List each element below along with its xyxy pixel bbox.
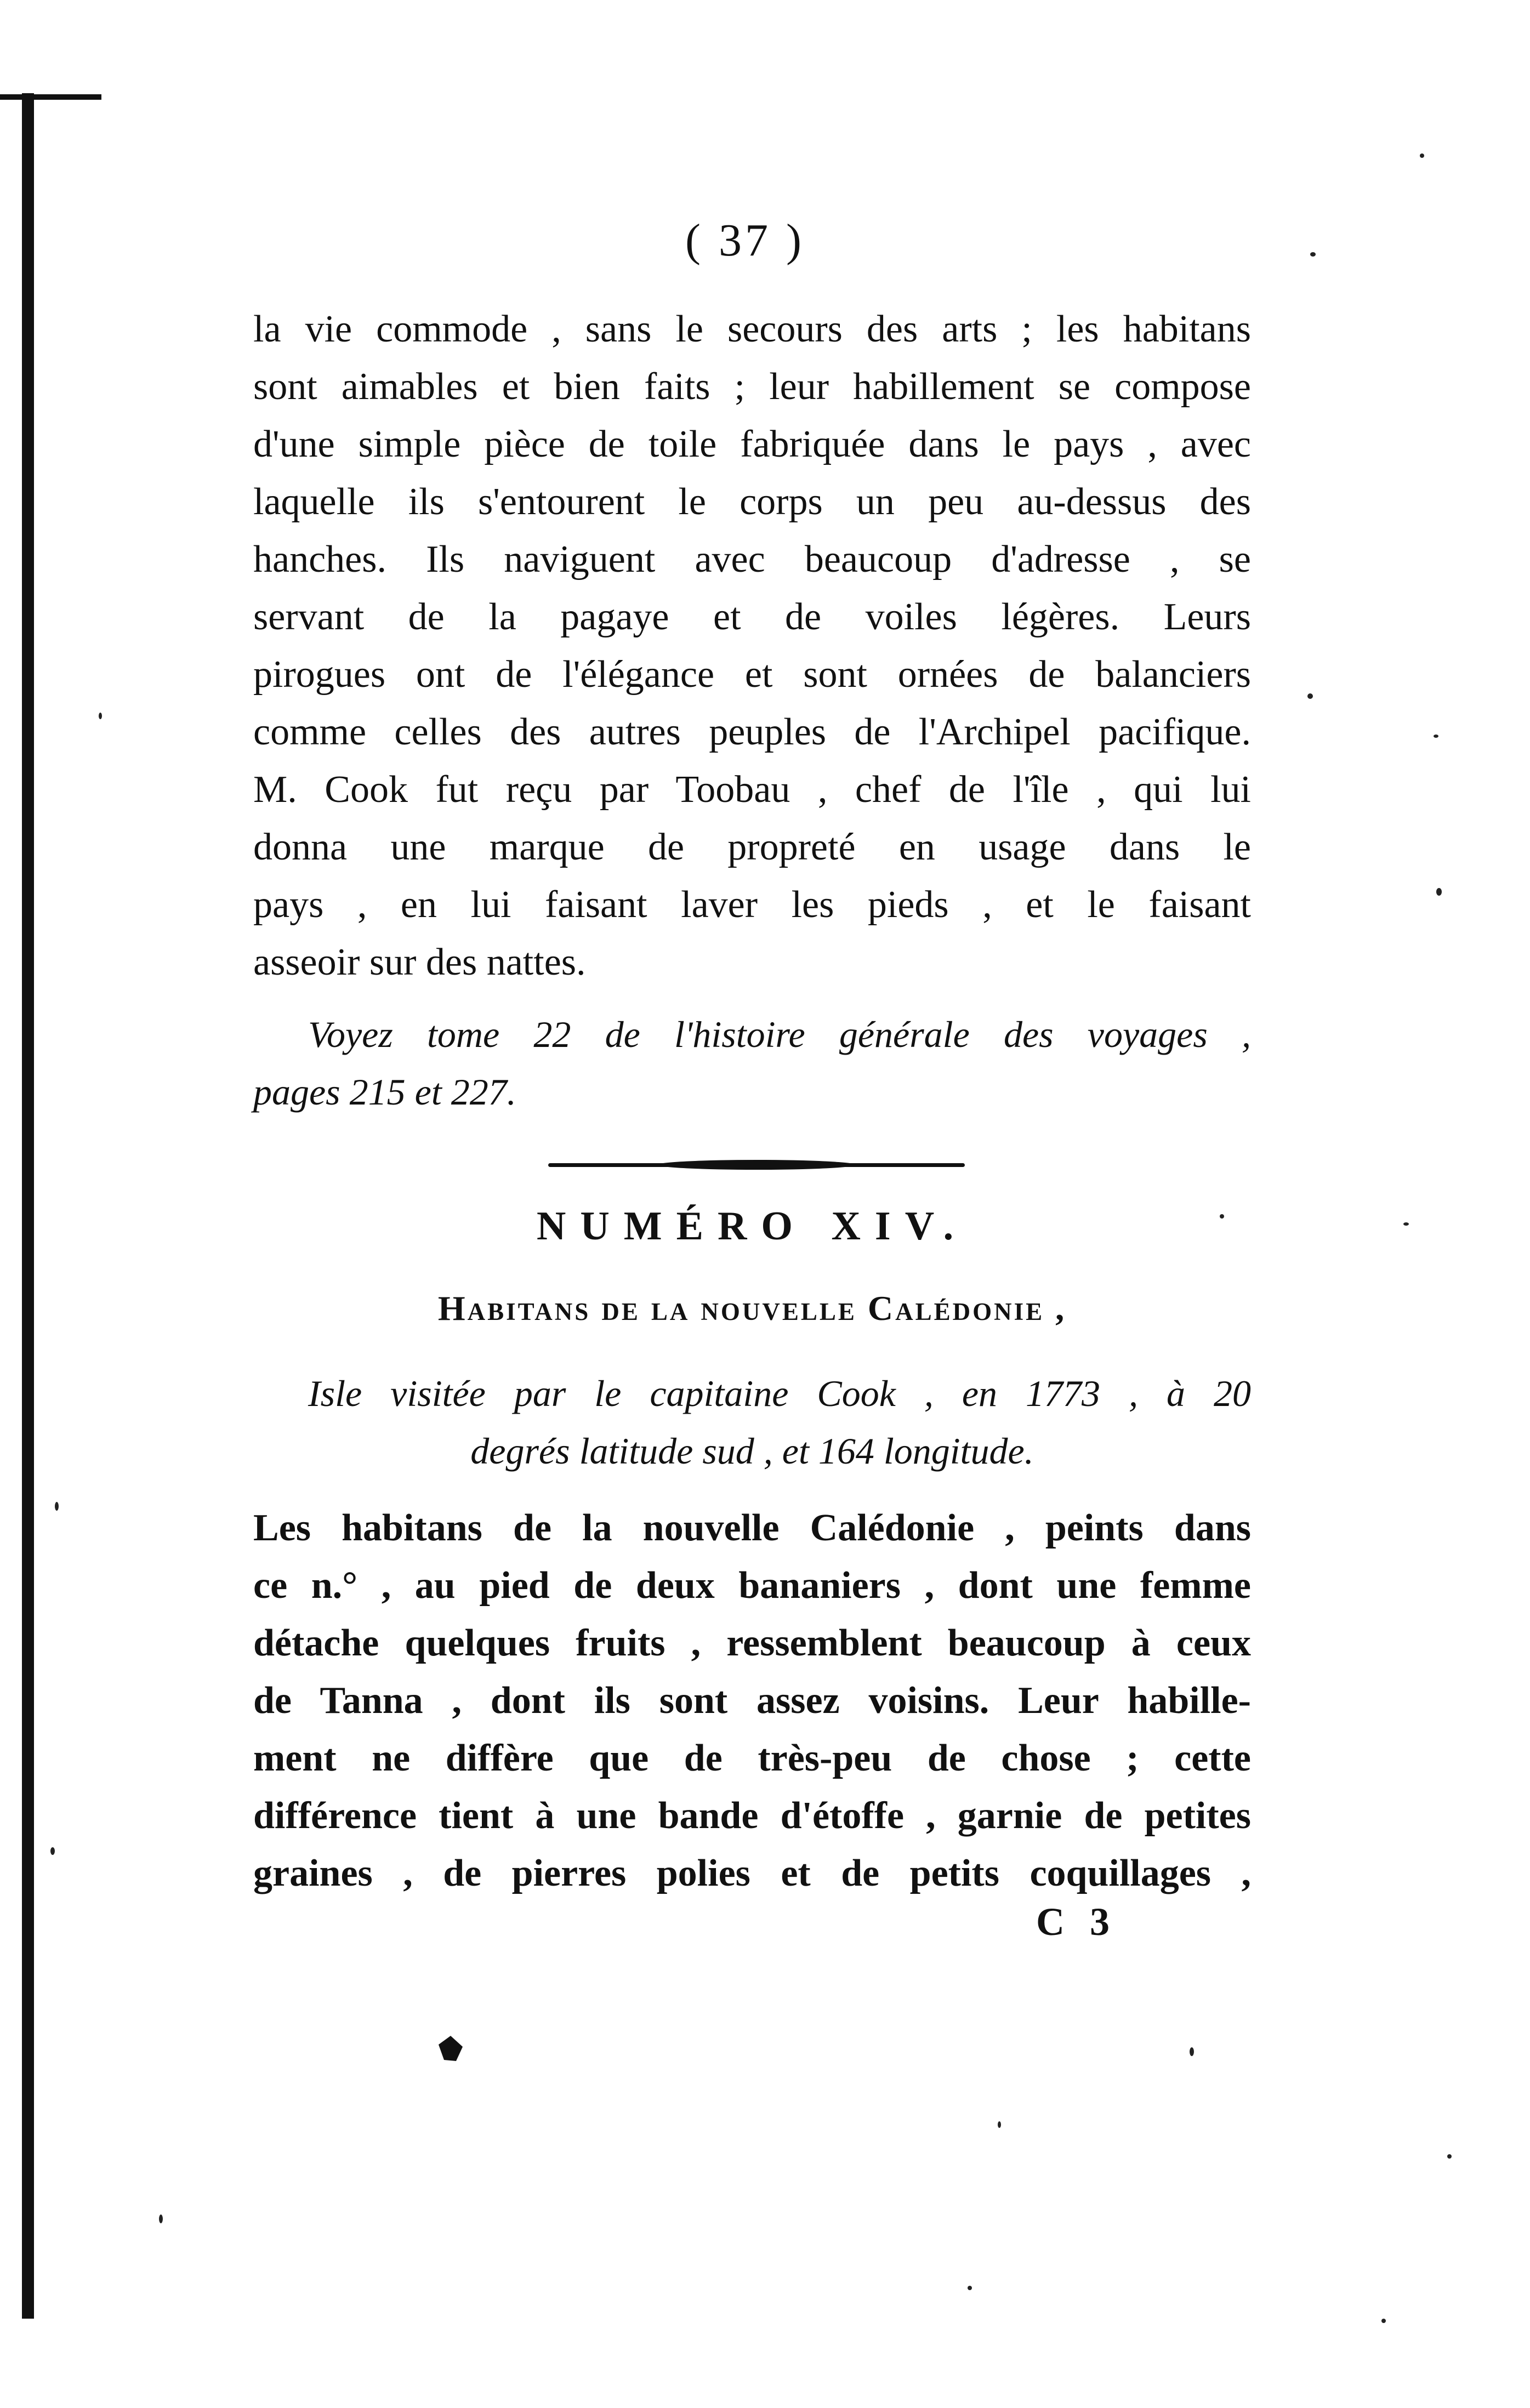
- print-speck: [1220, 1214, 1224, 1219]
- text-line: servant de la pagaye et de voiles légères. Leurs: [253, 596, 1251, 638]
- print-speck: [55, 1502, 59, 1511]
- text-line: M. Cook fut reçu par Toobau , chef de l'île , qui lui: [253, 768, 1251, 811]
- text-line: sont aimables et bien faits ; leur habillement se compose: [253, 366, 1251, 408]
- print-speck: [50, 1847, 55, 1855]
- print-speck: [1447, 2154, 1452, 2159]
- print-speck: [1403, 1222, 1409, 1226]
- print-speck: [159, 2215, 163, 2223]
- print-speck: [968, 2286, 972, 2290]
- text-line: graines , de pierres polies et de petits coquillages ,: [253, 1852, 1251, 1894]
- section-divider-ornament: [658, 1160, 855, 1170]
- print-speck: [998, 2121, 1001, 2128]
- text-line: d'une simple pièce de toile fabriquée dans le pays , avec: [253, 423, 1251, 465]
- text-line: hanches. Ils naviguent avec beaucoup d'adresse , se: [253, 538, 1251, 580]
- text-line: pays , en lui faisant laver les pieds , et le faisant: [253, 884, 1251, 926]
- text-line: de Tanna , dont ils sont assez voisins. Leur habille-: [253, 1680, 1251, 1722]
- print-speck: [1436, 888, 1442, 896]
- subtitle-line: degrés latitude sud , et 164 longitude.: [470, 1430, 1034, 1472]
- print-speck: [1434, 735, 1438, 738]
- subtitle-line: Isle visitée par le capitaine Cook , en 1773 , à 20: [308, 1373, 1251, 1414]
- print-speck: [1310, 252, 1316, 257]
- text-line: Les habitans de la nouvelle Calédonie , peints dans: [253, 1507, 1251, 1549]
- print-speck: [1307, 693, 1313, 699]
- reference-line: pages 215 et 227.: [253, 1071, 516, 1113]
- text-line: pirogues ont de l'élégance et sont ornées de balanciers: [253, 653, 1251, 696]
- reference-note: [253, 1006, 1251, 1121]
- page-number: ( 37 ): [685, 215, 805, 266]
- text-line: détache quelques fruits , ressemblent beaucoup à ceux: [253, 1622, 1251, 1664]
- paragraph-1: [253, 300, 1251, 991]
- text-line: asseoir sur des nattes.: [253, 941, 586, 983]
- print-speck: [1420, 153, 1424, 158]
- binding-edge: [22, 93, 34, 2319]
- reference-line: Voyez tome 22 de l'histoire générale des voyages ,: [308, 1014, 1251, 1055]
- print-speck: [99, 713, 102, 719]
- text-line: ment ne diffère que de très-peu de chose ; cette: [253, 1737, 1251, 1779]
- text-line: ce n.° , au pied de deux bananiers , dont une femme: [253, 1564, 1251, 1607]
- section-title: Habitans de la nouvelle Calédonie ,: [437, 1289, 1067, 1328]
- signature-mark: C 3: [1036, 1900, 1117, 1944]
- text-line: différence tient à une bande d'étoffe , garnie de petites: [253, 1795, 1251, 1837]
- text-line: comme celles des autres peuples de l'Archipel pacifique.: [253, 711, 1251, 753]
- section-subtitle: [253, 1365, 1251, 1480]
- print-speck: [1381, 2319, 1386, 2323]
- paragraph-2: [253, 1499, 1251, 1902]
- print-speck: [1190, 2047, 1194, 2056]
- text-line: la vie commode , sans le secours des arts ; les habitans: [253, 308, 1251, 350]
- text-line: donna une marque de propreté en usage dans le: [253, 826, 1251, 868]
- ink-blot-mark: [434, 2034, 467, 2067]
- text-line: laquelle ils s'entourent le corps un peu au-dessus des: [253, 481, 1251, 523]
- section-number: NUMÉRO XIV.: [536, 1204, 968, 1249]
- binding-edge-top: [0, 94, 101, 100]
